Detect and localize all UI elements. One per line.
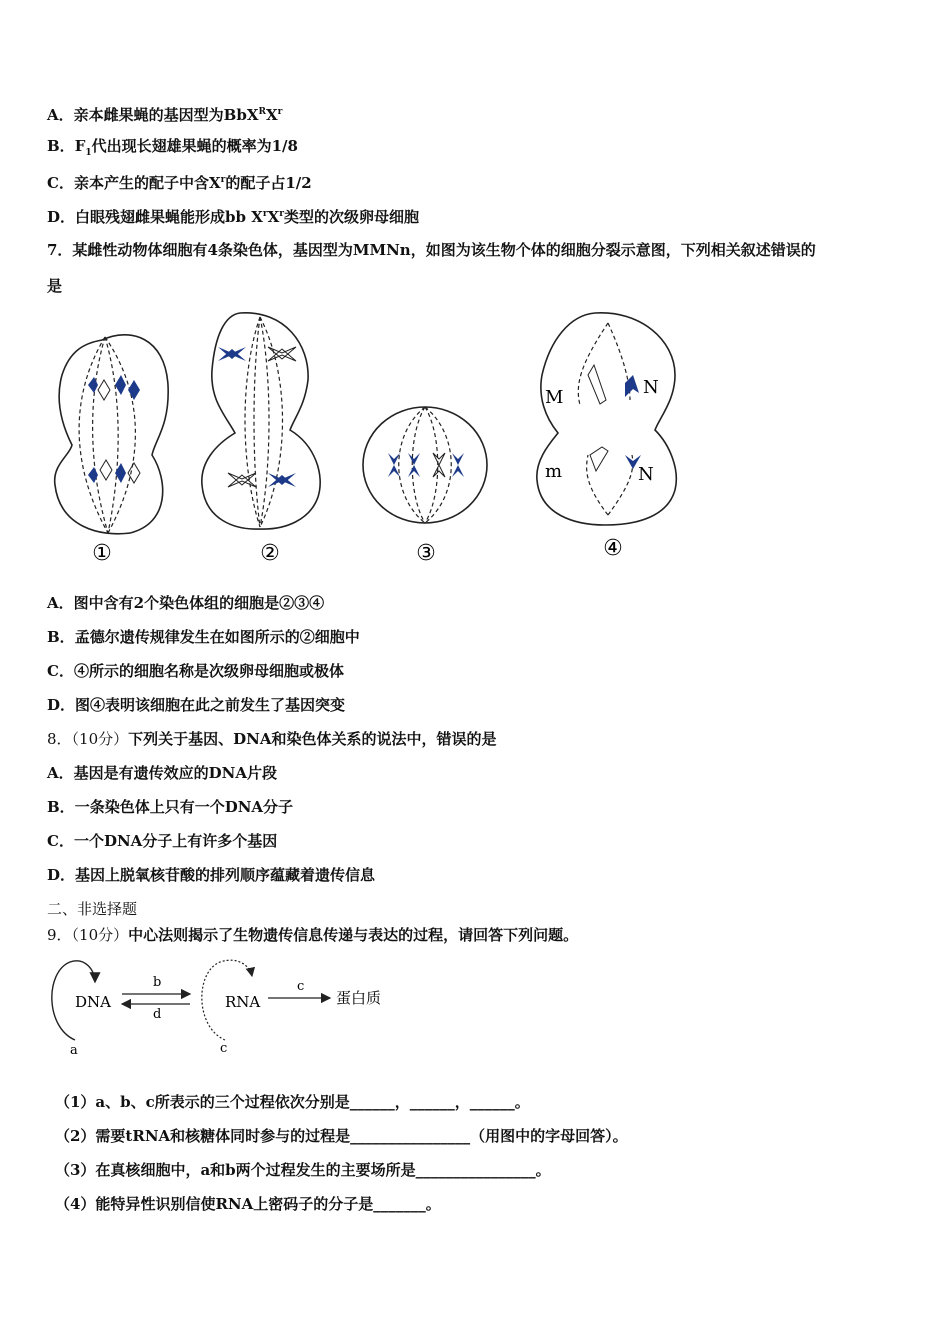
label-c-bottom: c	[220, 1041, 228, 1056]
rna-label: RNA	[225, 993, 261, 1011]
label-c-top: c	[297, 979, 305, 994]
q8-stem: 8．（10分）下列关于基因、DNA和染色体关系的说法中，错误的是	[47, 730, 497, 748]
cell-label-4: ④	[603, 536, 623, 561]
q9-part-4: （4）能特异性识别信使RNA上密码子的分子是_______。	[55, 1195, 441, 1213]
q9-part-2: （2）需要tRNA和核糖体同时参与的过程是________________（用图中的字母回答）。	[55, 1127, 628, 1145]
dna-label: DNA	[75, 993, 111, 1011]
q8-option-c: C．一个DNA分子上有许多个基因	[47, 832, 278, 850]
cell-4-chromosomes	[588, 365, 641, 471]
cell-4-outline	[537, 313, 676, 525]
cell-label-1: ①	[92, 541, 112, 566]
cell-label-3: ③	[416, 541, 436, 566]
gene-label-m: m	[545, 461, 563, 482]
q8-option-b: B．一条染色体上只有一个DNA分子	[47, 798, 294, 816]
label-d: d	[153, 1007, 162, 1022]
cell-label-2: ②	[260, 541, 280, 566]
cell-1-chromosomes	[88, 375, 140, 483]
q6-option-c: C．亲本产生的配子中含$X^r$的配子占1/2	[47, 174, 312, 192]
label-b: b	[153, 975, 162, 990]
q6-option-a: A．亲本雌果蝇的基因型为$BbX^RX^r$	[47, 106, 283, 124]
q9-part-1: （1）a、b、c所表示的三个过程依次分别是______，______，______。	[55, 1093, 530, 1111]
q9-part-3: （3）在真核细胞中，a和b两个过程发生的主要场所是________________。	[55, 1161, 551, 1179]
q7-stem-line2: 是	[47, 277, 63, 295]
cell-2-chromosomes	[218, 347, 296, 487]
q8-option-a: A．基因是有遗传效应的DNA片段	[47, 764, 277, 782]
cell-division-figure	[40, 305, 700, 570]
central-dogma-diagram	[40, 952, 400, 1062]
cell-3-outline	[363, 407, 487, 523]
q9-stem: 9．（10分）中心法则揭示了生物遗传信息传递与表达的过程，请回答下列问题。	[47, 926, 579, 944]
gene-label-M: M	[545, 387, 564, 408]
section-heading: 二、非选择题	[47, 900, 138, 918]
q8-option-d: D．基因上脱氧核苷酸的排列顺序蕴藏着遗传信息	[47, 866, 376, 884]
q7-option-d: D．图④表明该细胞在此之前发生了基因突变	[47, 696, 346, 714]
q6-option-d: D．白眼残翅雌果蝇能形成bb $X^rX^r$类型的次级卵母细胞	[47, 208, 420, 226]
gene-label-N-upper: N	[643, 377, 659, 398]
q7-option-a: A．图中含有2个染色体组的细胞是②③④	[47, 594, 325, 612]
q7-stem-line1: 7．某雌性动物体细胞有4条染色体，基因型为MMNn，如图为该生物个体的细胞分裂示意图，下列相关叙述错误的	[47, 241, 816, 259]
cell-2-outline	[202, 313, 320, 529]
q6-option-b: B．$F_1$代出现长翅雄果蝇的概率为1/8	[47, 137, 298, 158]
label-a: a	[70, 1043, 78, 1058]
q7-option-b: B．孟德尔遗传规律发生在如图所示的②细胞中	[47, 628, 360, 646]
q7-option-c: C．④所示的细胞名称是次级卵母细胞或极体	[47, 662, 344, 680]
protein-label: 蛋白质	[336, 989, 382, 1007]
gene-label-N-lower: N	[638, 464, 654, 485]
